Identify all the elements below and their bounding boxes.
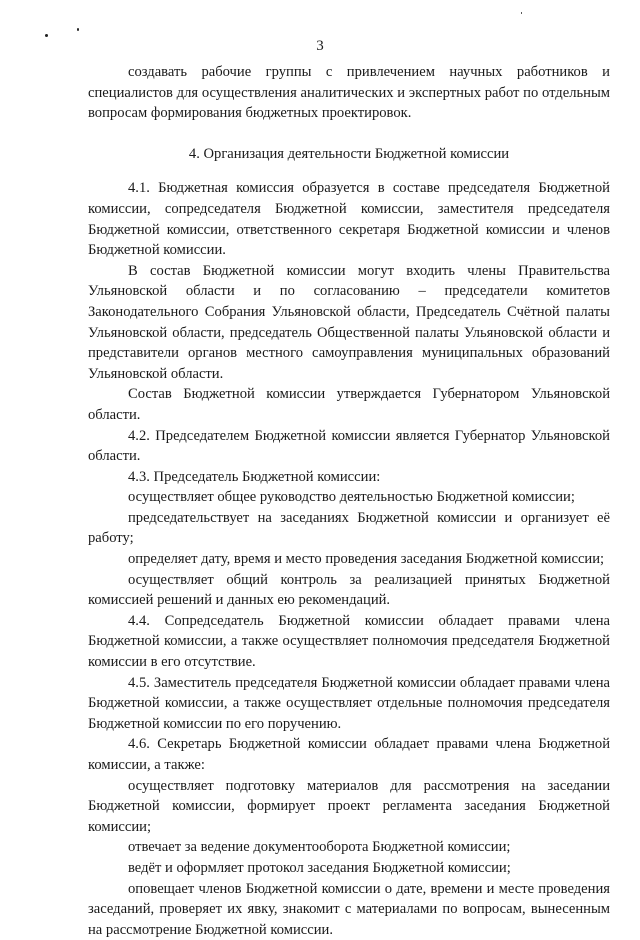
paragraph: Состав Бюджетной комиссии утверждается Губернатором Ульяновской области. <box>88 386 610 423</box>
scan-speck <box>521 12 522 14</box>
page-number: 3 <box>316 38 324 54</box>
paragraph: 4.6. Секретарь Бюджетной комиссии обладает правами члена Бюджетной комиссии, а также: <box>88 736 610 773</box>
paragraph: оповещает членов Бюджетной комиссии о дате, времени и месте проведения заседаний, проверяет их явку, знакомит с материалами по вопросам, вынесенным на рассмотрение Бюджетной комиссии. <box>88 880 610 938</box>
section-heading: 4. Организация деятельности Бюджетной комиссии <box>188 145 510 162</box>
paragraph: осуществляет подготовку материалов для рассмотрения на заседании Бюджетной комиссии, формирует проект регламента заседания Бюджетной комиссии; <box>88 777 610 835</box>
paragraph: определяет дату, время и место проведения заседания Бюджетной комиссии; <box>128 551 605 568</box>
paragraph: осуществляет общий контроль за реализацией принятых Бюджетной комиссией решений и данных ею рекомендаций. <box>88 571 610 609</box>
paragraph: 4.2. Председателем Бюджетной комиссии является Губернатор Ульяновской области. <box>88 427 610 465</box>
paragraph: 4.5. Заместитель председателя Бюджетной комиссии обладает правами члена Бюджетной комиссии, а также осуществляет отдельные полномочия председателя Бюджетной комиссии по его поручению. <box>88 674 610 732</box>
scan-speck <box>77 28 79 31</box>
paragraph: 4.3. Председатель Бюджетной комиссии: <box>128 468 381 485</box>
paragraph: В состав Бюджетной комиссии могут входить члены Правительства Ульяновской области и по согласованию – председатели комитетов Законодательного Собрания Ульяновской области, Председатель Счётной палаты Ульяновской области, председатель Общественной палаты Ульяновской области и представители органов местного самоуправления муниципальных образований Ульяновской области. <box>88 262 610 382</box>
paragraph: 4.4. Сопредседатель Бюджетной комиссии обладает правами члена Бюджетной комиссии, а также осуществляет полномочия председателя Бюджетной комиссии в его отсутствие. <box>88 612 610 671</box>
paragraph: осуществляет общее руководство деятельностью Бюджетной комиссии; <box>128 489 575 506</box>
paragraph: ведёт и оформляет протокол заседания Бюджетной комиссии; <box>128 859 511 876</box>
paragraph: председательствует на заседаниях Бюджетной комиссии и организует её работу; <box>88 509 610 547</box>
paragraph: отвечает за ведение документооборота Бюджетной комиссии; <box>128 839 511 856</box>
continuation-paragraph: создавать рабочие группы с привлечением научных работников и специалистов для осуществления аналитических и экспертных работ по отдельным вопросам формирования бюджетных проектировок. <box>88 64 610 122</box>
scan-speck <box>45 34 48 37</box>
document-body <box>88 62 610 940</box>
paragraph: 4.1. Бюджетная комиссия образуется в составе председателя Бюджетной комиссии, сопредседателя Бюджетной комиссии, заместителя председателя Бюджетной комиссии, ответственного секретаря Бюджетной комиссии и членов Бюджетной комиссии. <box>88 180 610 259</box>
